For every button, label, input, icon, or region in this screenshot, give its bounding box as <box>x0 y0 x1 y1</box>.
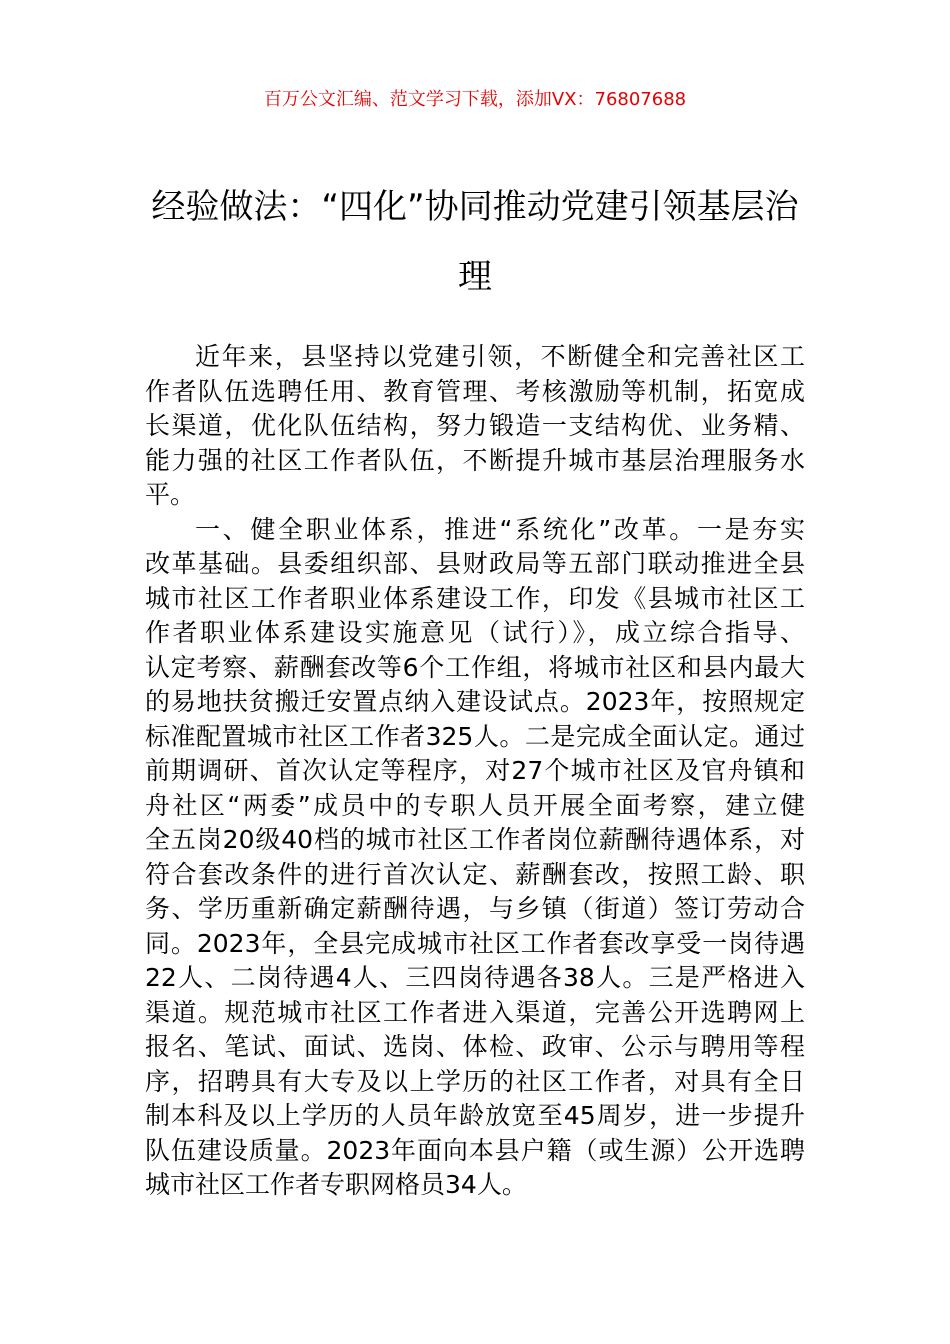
paragraph-line: 作者队伍选聘任用、教育管理、考核激励等机制，拓宽成 <box>145 376 805 406</box>
paragraph-line: 长渠道，优化队伍结构，努力锻造一支结构优、业务精、 <box>145 411 805 440</box>
paragraph-line: 报名、笔试、面试、选岗、体检、政审、公示与聘用等程 <box>145 1032 805 1061</box>
paragraph-line: 序，招聘具有大专及以上学历的社区工作者，对具有全日 <box>145 1066 805 1096</box>
paragraph-line: 近年来，县坚持以党建引领，不断健全和完善社区工 <box>195 342 805 371</box>
paragraph-line: 务、学历重新确定薪酬待遇，与乡镇（街道）签订劳动合 <box>145 894 805 923</box>
paragraph-line: 标准配置城市社区工作者325人。二是完成全面认定。通过 <box>145 721 805 751</box>
paragraph-line: 改革基础。县委组织部、县财政局等五部门联动推进全县 <box>145 549 805 578</box>
watermark-header: 百万公文汇编、范文学习下载，添加VX：76807688 <box>263 89 687 110</box>
paragraph <box>145 513 805 1203</box>
paragraph-line: 城市社区工作者专职网格员34人。 <box>145 1170 527 1199</box>
paragraph-line: 一、健全职业体系，推进“系统化”改革。一是夯实 <box>195 514 805 544</box>
paragraph-line: 队伍建设质量。2023年面向本县户籍（或生源）公开选聘 <box>145 1135 805 1165</box>
document-title: 经验做法：“四化”协同推动党建引领基层治理 <box>151 187 799 297</box>
paragraph-line: 制本科及以上学历的人员年龄放宽至45周岁，进一步提升 <box>145 1101 805 1130</box>
paragraph-line: 22人、二岗待遇4人、三四岗待遇各38人。三是严格进入 <box>145 963 805 992</box>
paragraph-line: 的易地扶贫搬迁安置点纳入建设试点。2023年，按照规定 <box>145 687 805 716</box>
paragraph-line: 能力强的社区工作者队伍，不断提升城市基层治理服务水 <box>145 445 805 475</box>
paragraph-line: 城市社区工作者职业体系建设工作，印发《县城市社区工 <box>145 583 805 613</box>
document-body <box>145 340 805 1203</box>
paragraph-line: 符合套改条件的进行首次认定、薪酬套改，按照工龄、职 <box>145 859 805 889</box>
paragraph-line: 渠道。规范城市社区工作者进入渠道，完善公开选聘网上 <box>145 997 805 1027</box>
paragraph-line: 作者职业体系建设实施意见（试行）》，成立综合指导、 <box>145 618 805 647</box>
paragraph-line: 前期调研、首次认定等程序，对27个城市社区及官舟镇和 <box>145 756 805 785</box>
paragraph <box>145 340 805 513</box>
paragraph-line: 全五岗20级40档的城市社区工作者岗位薪酬待遇体系，对 <box>145 825 805 854</box>
paragraph-line: 舟社区“两委”成员中的专职人员开展全面考察，建立健 <box>145 790 805 820</box>
paragraph-line: 同。2023年，全县完成城市社区工作者套改享受一岗待遇 <box>145 928 805 958</box>
paragraph-line: 平。 <box>145 480 196 509</box>
paragraph-line: 认定考察、薪酬套改等6个工作组，将城市社区和县内最大 <box>145 652 805 682</box>
